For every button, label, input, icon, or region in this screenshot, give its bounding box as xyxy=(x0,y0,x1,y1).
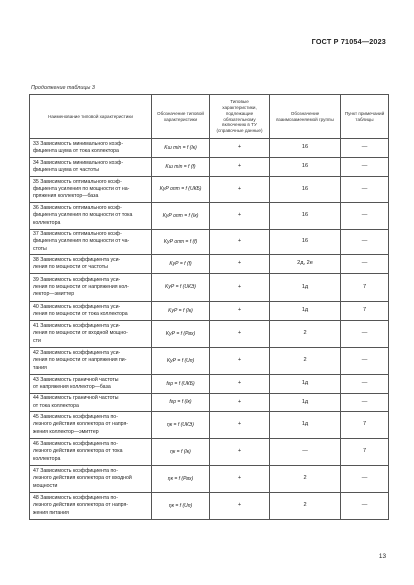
required-flag-cell: + xyxy=(210,412,270,439)
group-cell: 16 xyxy=(270,230,341,255)
characteristic-name-line: 33 Зависимость минимального коэф- xyxy=(33,140,124,147)
required-flag-cell: + xyxy=(210,255,270,274)
designation-cell: ηк = f (Uп) xyxy=(152,493,210,520)
characteristic-name-line: фициента усиления по мощности от ча- xyxy=(33,238,130,245)
characteristic-name-cell xyxy=(30,375,152,394)
table-row xyxy=(30,203,389,230)
note-cell: — xyxy=(341,394,389,412)
characteristic-name-line: 36 Зависимость оптимального коэф- xyxy=(33,205,122,212)
note-cell: — xyxy=(341,158,389,177)
designation-cell: KуР опт = f (f) xyxy=(152,230,210,255)
table-row xyxy=(30,177,389,203)
required-flag-cell: + xyxy=(210,158,270,177)
group-cell: 16 xyxy=(270,177,341,203)
header-cell: Пункт примечаний таблицы xyxy=(341,95,389,139)
designation-cell: ηк = f (Pвх) xyxy=(152,466,210,493)
characteristic-name-line: 40 Зависимость коэффициента уси- xyxy=(33,303,121,310)
table-row xyxy=(30,439,389,466)
group-cell: 1д xyxy=(270,394,341,412)
note-cell: — xyxy=(341,139,389,158)
note-cell: — xyxy=(341,177,389,203)
table-header-row xyxy=(30,95,389,139)
characteristic-name-line: тания xyxy=(33,364,47,371)
table-row xyxy=(30,255,389,274)
table-row xyxy=(30,274,389,302)
required-flag-cell: + xyxy=(210,348,270,375)
designation-cell: ηк = f (UКЭ) xyxy=(152,412,210,439)
group-cell: 2д, 2е xyxy=(270,255,341,274)
group-cell: 1д xyxy=(270,274,341,302)
note-cell: — xyxy=(341,493,389,520)
designation-cell: KуР опт = f (UКБ) xyxy=(152,177,210,203)
characteristic-name-cell xyxy=(30,321,152,348)
designation-cell: fгр = f (Iк) xyxy=(152,394,210,412)
characteristic-name-line: сти xyxy=(33,337,41,344)
designation-cell: KуР опт = f (Iк) xyxy=(152,203,210,230)
characteristic-name-line: 39 Зависимость коэффициента уси- xyxy=(33,276,121,283)
table-row xyxy=(30,348,389,375)
group-cell: 1д xyxy=(270,375,341,394)
characteristic-name-line: 34 Зависимость минимального коэф- xyxy=(33,159,124,166)
characteristic-name-line: фициента шума от тока коллектора xyxy=(33,148,119,154)
characteristic-name-line: 37 Зависимость оптимального коэф- xyxy=(33,231,122,238)
characteristic-name-line: ления по мощности от входной мощно- xyxy=(33,330,128,337)
characteristic-name-line: 43 Зависимость граничной частоты xyxy=(33,376,119,383)
required-flag-cell: + xyxy=(210,493,270,520)
table-row xyxy=(30,375,389,394)
characteristic-name-cell xyxy=(30,412,152,439)
required-flag-cell: + xyxy=(210,439,270,466)
characteristic-name-line: фициента усиления по мощности от на- xyxy=(33,185,130,192)
note-cell: 7 xyxy=(341,439,389,466)
group-cell: 1д xyxy=(270,302,341,321)
characteristic-name-line: лезного действия коллектора от тока xyxy=(33,448,123,455)
designation-cell: KуР = f (UКЭ) xyxy=(152,274,210,302)
header-cell: Типовые характеристики, подлежащие обязательному включению в ТУ (справочные данные) xyxy=(210,95,270,139)
standard-header: ГОСТ Р 71054—2023 xyxy=(311,37,386,46)
table-row xyxy=(30,493,389,520)
required-flag-cell: + xyxy=(210,230,270,255)
table-row xyxy=(30,466,389,493)
characteristic-name-cell xyxy=(30,158,152,177)
characteristic-name-line: 42 Зависимость коэффициента уси- xyxy=(33,350,121,357)
designation-cell: KуР = f (f) xyxy=(152,255,210,274)
required-flag-cell: + xyxy=(210,394,270,412)
group-cell: 16 xyxy=(270,139,341,158)
designation-cell: KуР = f (Pвх) xyxy=(152,321,210,348)
page-number: 13 xyxy=(378,553,386,560)
characteristic-name-line: ления по мощности от напряжения кол- xyxy=(33,283,129,290)
characteristic-name-line: коллектора xyxy=(33,219,61,226)
group-cell: 2 xyxy=(270,321,341,348)
header-cell: Наименование типовой характеристики xyxy=(30,95,152,139)
characteristic-name-line: 35 Зависимость оптимального коэф- xyxy=(33,178,122,185)
required-flag-cell: + xyxy=(210,321,270,348)
characteristic-name-line: стоты xyxy=(33,245,47,252)
required-flag-cell: + xyxy=(210,139,270,158)
characteristic-name-cell xyxy=(30,177,152,203)
group-cell: 2 xyxy=(270,493,341,520)
characteristic-name-line: лезного действия коллектора от входной xyxy=(33,475,132,482)
characteristic-name-cell xyxy=(30,302,152,321)
group-cell: 1д xyxy=(270,412,341,439)
characteristic-name-line: 46 Зависимость коэффициента по- xyxy=(33,441,118,448)
note-cell: — xyxy=(341,321,389,348)
characteristic-name-line: от напряжения коллектор—база xyxy=(33,384,111,390)
designation-cell: Kш min = f (f) xyxy=(152,158,210,177)
characteristic-name-cell xyxy=(30,493,152,520)
designation-cell: fгр = f (UКБ) xyxy=(152,375,210,394)
group-cell: 16 xyxy=(270,158,341,177)
required-flag-cell: + xyxy=(210,375,270,394)
table-row xyxy=(30,158,389,177)
note-cell: — xyxy=(341,203,389,230)
required-flag-cell: + xyxy=(210,177,270,203)
note-cell: — xyxy=(341,348,389,375)
characteristic-name-line: ления по мощности от напряжения пи- xyxy=(33,357,127,364)
characteristic-name-line: фициента шума от частоты xyxy=(33,167,99,173)
characteristic-name-cell xyxy=(30,203,152,230)
characteristic-name-line: жения коллектор—эмиттер xyxy=(33,428,99,435)
characteristic-name-cell xyxy=(30,139,152,158)
characteristic-name-line: ления по мощности от частоты xyxy=(33,264,108,270)
characteristic-name-line: от тока коллектора xyxy=(33,402,79,409)
table-row xyxy=(30,412,389,439)
characteristic-name-cell xyxy=(30,230,152,255)
required-flag-cell: + xyxy=(210,274,270,302)
characteristic-name-line: мощности xyxy=(33,482,58,489)
designation-cell: KуР = f (Iк) xyxy=(152,302,210,321)
characteristic-name-line: лектор—эмиттер xyxy=(33,291,75,297)
characteristic-name-line: 44 Зависимость граничной частоты xyxy=(33,395,119,402)
note-cell: 7 xyxy=(341,302,389,321)
characteristic-name-cell xyxy=(30,255,152,274)
characteristic-name-line: коллектора xyxy=(33,455,61,462)
characteristic-name-cell xyxy=(30,439,152,466)
table-continuation-caption: Продолжение таблицы 3 xyxy=(31,85,95,91)
table-row xyxy=(30,394,389,412)
characteristic-name-cell xyxy=(30,348,152,375)
characteristic-name-line: жения питания xyxy=(33,509,69,516)
characteristic-name-line: лезного действия коллектора от напря- xyxy=(33,421,129,428)
characteristic-name-line: 45 Зависимость коэффициента по- xyxy=(33,414,118,421)
characteristics-table xyxy=(29,94,389,520)
characteristic-name-line: лезного действия коллектора от напря- xyxy=(33,502,129,509)
table-row xyxy=(30,302,389,321)
required-flag-cell: + xyxy=(210,302,270,321)
designation-cell: ηк = f (Iк) xyxy=(152,439,210,466)
table-row xyxy=(30,321,389,348)
designation-cell: KуР = f (Uп) xyxy=(152,348,210,375)
required-flag-cell: + xyxy=(210,203,270,230)
characteristic-name-line: фициента усиления по мощности от тока xyxy=(33,212,133,219)
group-cell: — xyxy=(270,439,341,466)
characteristic-name-line: ления по мощности от тока коллектора xyxy=(33,311,128,317)
note-cell: — xyxy=(341,375,389,394)
characteristic-name-cell xyxy=(30,274,152,302)
group-cell: 16 xyxy=(270,203,341,230)
header-cell: Обозначение взаимозаменяемой группы xyxy=(270,95,341,139)
characteristic-name-line: 38 Зависимость коэффициента уси- xyxy=(33,256,121,263)
table-row xyxy=(30,139,389,158)
characteristic-name-line: 48 Зависимость коэффициента по- xyxy=(33,495,118,502)
table-row xyxy=(30,230,389,255)
group-cell: 2 xyxy=(270,348,341,375)
characteristic-name-cell xyxy=(30,466,152,493)
characteristic-name-cell xyxy=(30,394,152,412)
note-cell: — xyxy=(341,255,389,274)
characteristic-name-line: пряжения коллектор—база xyxy=(33,193,99,199)
note-cell: 7 xyxy=(341,412,389,439)
note-cell: — xyxy=(341,466,389,493)
note-cell: — xyxy=(341,230,389,255)
required-flag-cell: + xyxy=(210,466,270,493)
characteristic-name-line: 47 Зависимость коэффициента по- xyxy=(33,468,118,475)
header-cell: Обозначение типовой характеристики xyxy=(152,95,210,139)
designation-cell: Kш min = f (Iк) xyxy=(152,139,210,158)
characteristic-name-line: 41 Зависимость коэффициента уси- xyxy=(33,323,121,330)
group-cell: 2 xyxy=(270,466,341,493)
note-cell: 7 xyxy=(341,274,389,302)
